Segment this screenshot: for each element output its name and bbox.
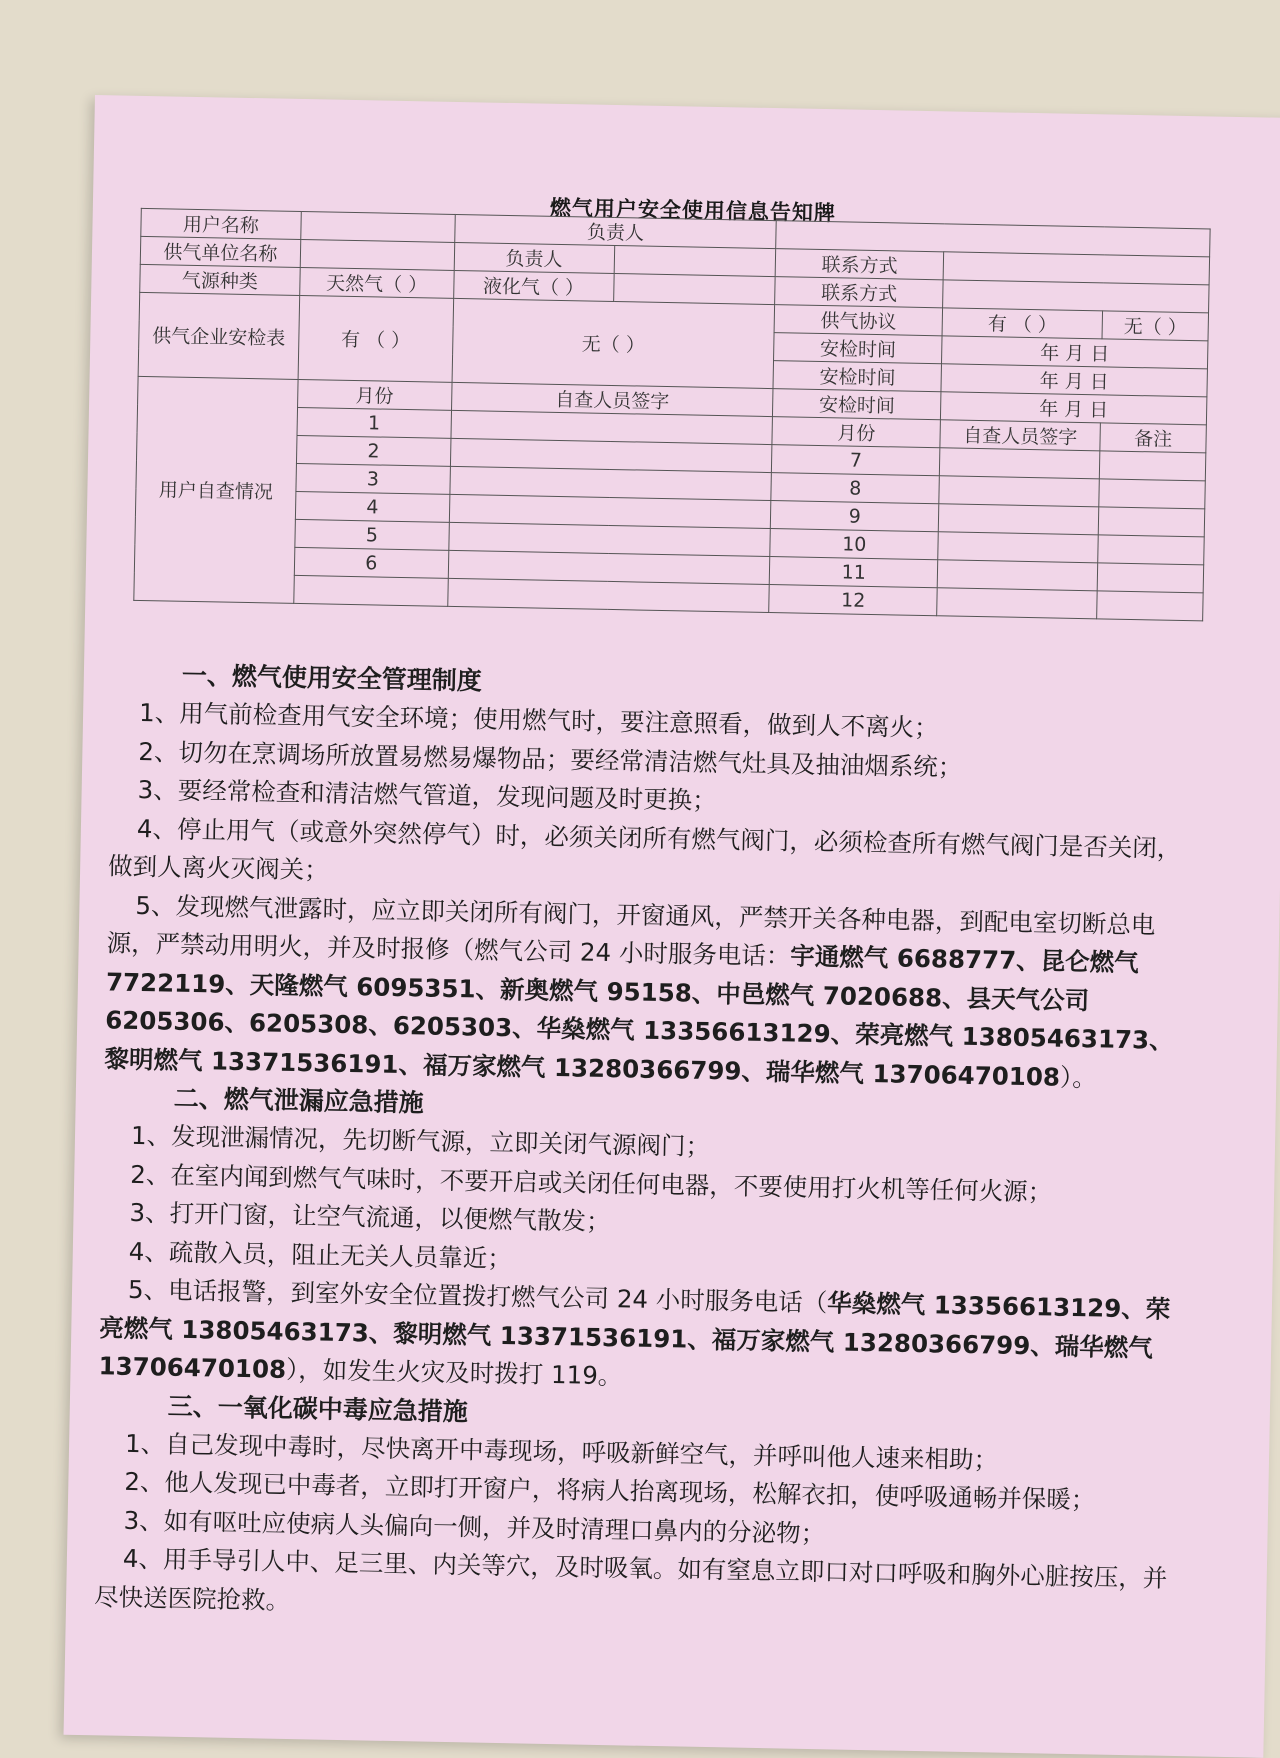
remarks-header: 备注 <box>1100 423 1206 453</box>
rule-item-5-end: ）。 <box>1059 1062 1098 1092</box>
co-item-2: 2、他人发现已中毒者，立即打开窗户，将病人抬离现场，松解衣扣，使呼吸通畅并保暖； <box>124 1466 1096 1515</box>
remarks-cell <box>1097 563 1203 593</box>
user-info-form <box>133 208 1210 621</box>
leak-item-2: 2、在室内闻到燃气气味时，不要开启或关闭任何电器，不要使用打火机等任何火源； <box>130 1159 1053 1207</box>
section-heading-2: 二、燃气泄漏应急措施 <box>173 1083 425 1118</box>
month-cell: 5 <box>295 519 449 550</box>
emergency-phone-list: 华燊燃气 13356613129、荣亮燃气 13805463173、黎明燃气 13371536191、福万家燃气 13280366799、瑞华燃气 13706470108 <box>98 1288 1171 1384</box>
inspection-time-label-3: 安检时间 <box>773 389 941 420</box>
remarks-cell <box>1097 591 1203 621</box>
inspection-date-3: 年 月 日 <box>941 392 1207 425</box>
leak-item-5 <box>98 1270 1185 1406</box>
signature-cell <box>938 504 1098 535</box>
inspection-time-label-2: 安检时间 <box>773 361 941 392</box>
supplier-label: 供气单位名称 <box>140 236 300 267</box>
document-title: 燃气用户安全使用信息告知牌 <box>549 195 837 226</box>
inspection-form-label: 供气企业安检表 <box>138 292 299 379</box>
section-heading-3: 三、一氧化碳中毒应急措施 <box>167 1391 469 1426</box>
co-item-4: 4、用手导引人中、足三里、内关等穴，及时吸氧。如有窒息立即口对口呼吸和胸外心脏按压，并尽快送医院抢救。 <box>93 1543 1168 1615</box>
person-in-charge-label: 负责人 <box>454 214 776 248</box>
month-cell: 11 <box>770 557 938 588</box>
user-name-label: 用户名称 <box>141 208 301 239</box>
month-cell-blank <box>294 575 448 606</box>
rule-item-1: 1、用气前检查用气安全环境；使用燃气时，要注意照看，做到人不离火； <box>138 697 939 743</box>
month-cell: 8 <box>771 473 939 504</box>
user-name-field <box>301 211 455 242</box>
signature-cell <box>447 578 769 612</box>
lpg-option: 液化气（ ） <box>453 270 613 301</box>
supplier-person-field <box>614 245 776 276</box>
leak-item-1: 1、发现泄漏情况，先切断气源，立即关闭气源阀门； <box>130 1120 711 1161</box>
agreement-yes: 有 （ ） <box>942 308 1102 339</box>
inspection-date-1: 年 月 日 <box>942 336 1208 369</box>
rule-item-5-text: 5、发现燃气泄露时，应立即关闭所有阀门，开窗通风，严禁开关各种电器，到配电室切断总电源，严禁动用明火，并及时报修（燃气公司 24 小时服务电话： <box>106 890 1156 971</box>
contact-label-2: 联系方式 <box>775 277 943 308</box>
remarks-cell <box>1098 535 1204 565</box>
contact-label-1: 联系方式 <box>775 249 943 280</box>
month-cell: 6 <box>294 547 448 578</box>
month-cell: 4 <box>295 491 449 522</box>
rule-item-2: 2、切勿在烹调场所放置易燃易爆物品；要经常清洁燃气灶具及抽油烟系统； <box>138 736 963 782</box>
signature-header-right: 自查人员签字 <box>940 420 1100 451</box>
gas-source-blank <box>613 273 775 304</box>
self-check-label: 用户自查情况 <box>134 376 298 603</box>
signature-cell <box>937 560 1097 591</box>
signature-cell <box>939 476 1099 507</box>
notice-sheet <box>64 95 1280 1758</box>
service-phone-list: 宇通燃气 6688777、昆仑燃气 7722119、天隆燃气 6095351、新奥燃气 95158、中邑燃气 7020688、县天气公司 6205306、6205308、6205303、华燊燃气 13356613129、荣亮燃气 13805463173、黎明燃气 13371536191、福万家燃气 13280366799、瑞华燃气 13706470108 <box>104 941 1174 1092</box>
supplier-person-label: 负责人 <box>454 242 614 273</box>
gas-source-label: 气源种类 <box>140 264 300 295</box>
inspection-time-label-1: 安检时间 <box>774 333 942 364</box>
signature-cell <box>940 448 1100 479</box>
month-cell: 7 <box>772 445 940 476</box>
remarks-cell <box>1098 507 1204 537</box>
rule-item-4: 4、停止用气（或意外突然停气）时，必须关闭所有燃气阀门，必须检查所有燃气阀门是否关闭，做到人离火灭阀关； <box>107 813 1182 885</box>
month-cell: 10 <box>770 529 938 560</box>
month-cell: 3 <box>296 463 450 494</box>
co-item-1: 1、自己发现中毒时，尽快离开中毒现场，呼吸新鲜空气，并呼叫他人速来相助； <box>124 1428 999 1475</box>
natural-gas-option: 天然气（ ） <box>300 267 454 298</box>
inspection-date-2: 年 月 日 <box>941 364 1207 397</box>
month-header-right: 月份 <box>772 417 940 448</box>
supply-agreement-label: 供气协议 <box>774 305 942 336</box>
leak-item-3: 3、打开门窗，让空气流通，以便燃气散发； <box>129 1197 611 1237</box>
rule-item-5 <box>104 886 1192 1099</box>
signature-cell <box>937 588 1097 619</box>
leak-item-4: 4、疏散入员，阻止无关人员靠近； <box>128 1236 513 1273</box>
month-header-left: 月份 <box>297 379 451 410</box>
month-cell: 2 <box>296 435 450 466</box>
signature-cell <box>938 532 1098 563</box>
month-cell: 1 <box>297 407 451 438</box>
inspection-no: 无（ ） <box>452 298 775 388</box>
signature-header-left: 自查人员签字 <box>451 382 773 416</box>
month-cell: 9 <box>771 501 939 532</box>
leak-item-5-end: ），如发生火灾及时拨打 119。 <box>285 1354 623 1391</box>
remarks-cell <box>1099 451 1205 481</box>
month-cell: 12 <box>769 585 937 616</box>
rule-item-3: 3、要经常检查和清洁燃气管道，发现问题及时更换； <box>137 774 717 816</box>
notice-body <box>94 655 1197 1637</box>
section-heading-1: 一、燃气使用安全管理制度 <box>181 660 483 696</box>
supplier-field <box>300 239 454 270</box>
co-item-3: 3、如有呕吐应使病人头偏向一侧，并及时清理口鼻内的分泌物； <box>123 1505 826 1548</box>
remarks-cell <box>1099 479 1205 509</box>
inspection-yes: 有 （ ） <box>298 295 453 382</box>
leak-item-5-text: 5、电话报警，到室外安全位置拨打燃气公司 24 小时服务电话（ <box>127 1274 828 1318</box>
agreement-no: 无（ ） <box>1102 311 1208 341</box>
